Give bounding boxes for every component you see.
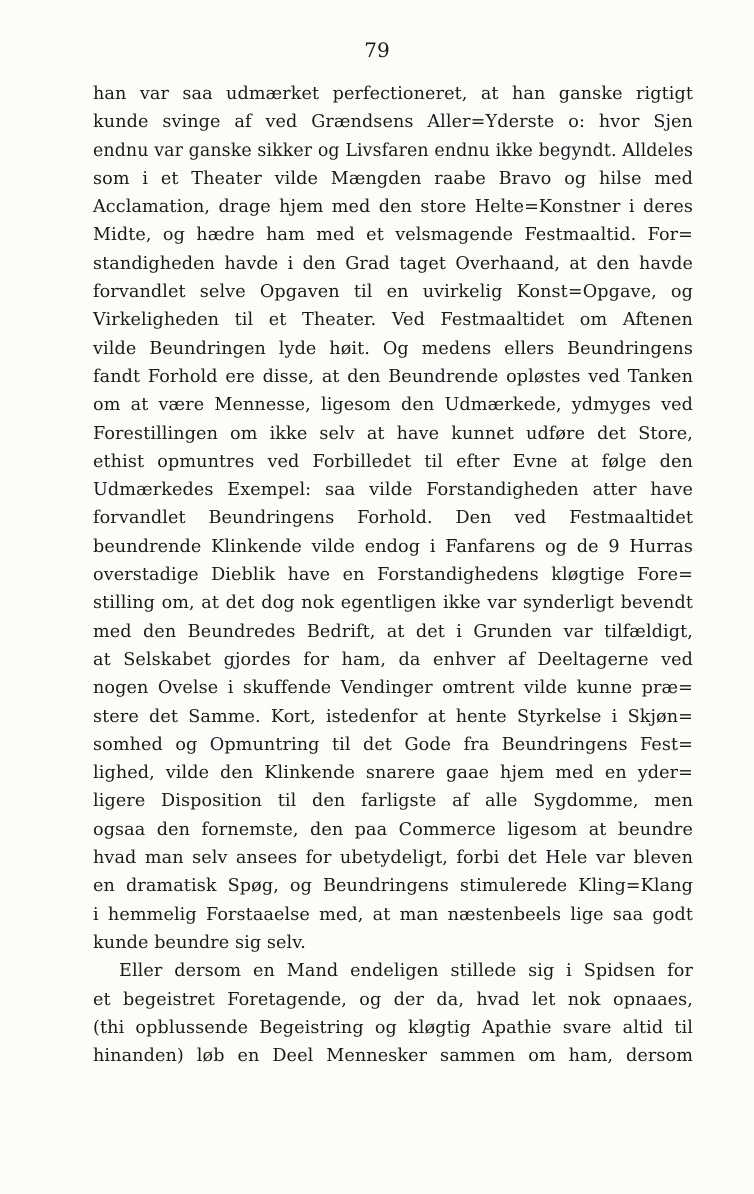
text-line: Acclamation, drage hjem med den store Helte=Konstner i deres bbox=[93, 197, 693, 218]
text-line: om at være Mennesse, ligesom den Udmærkede, ydmyges ved bbox=[93, 395, 693, 416]
text-line: beundrende Klinkende vilde endog i Fanfarens og de 9 Hurras bbox=[93, 536, 693, 557]
text-line: ethist opmuntres ved Forbilledet til efter Evne at følge den bbox=[93, 451, 693, 472]
text-line: stere det Samme. Kort, istedenfor at hente Styrkelse i Skjøn= bbox=[93, 706, 693, 727]
text-line: en dramatisk Spøg, og Beundringens stimulerede Kling=Klang bbox=[93, 876, 693, 897]
text-line: overstadige Dieblik have en Forstandighedens kløgtige Fore= bbox=[93, 565, 693, 586]
text-line: kunde svinge af ved Grændsens Aller=Yderste o: hvor Sjen bbox=[93, 112, 693, 133]
text-line: forvandlet selve Opgaven til en uvirkelig Konst=Opgave, og bbox=[93, 282, 693, 303]
text-line: at Selskabet gjordes for ham, da enhver af Deeltagerne ved bbox=[93, 649, 693, 670]
text-line: ligere Disposition til den farligste af alle Sygdomme, men bbox=[93, 791, 693, 812]
text-line: hvad man selv ansees for ubetydeligt, forbi det Hele var bleven bbox=[93, 848, 693, 869]
text-line: et begeistret Foretagende, og der da, hvad let nok opnaaes, bbox=[93, 989, 693, 1010]
text-line: Midte, og hædre ham med et velsmagende Festmaaltid. For= bbox=[93, 225, 693, 246]
text-line: forvandlet Beundringens Forhold. Den ved Festmaaltidet bbox=[93, 508, 693, 529]
text-line: (thi opblussende Begeistring og kløgtig Apathie svare altid til bbox=[93, 1017, 693, 1038]
text-line: Virkeligheden til et Theater. Ved Festmaaltidet om Aftenen bbox=[93, 310, 693, 331]
text-line: i hemmelig Forstaaelse med, at man næstenbeels lige saa godt bbox=[93, 904, 693, 925]
text-line: hinanden) løb en Deel Mennesker sammen om ham, dersom bbox=[93, 1046, 693, 1067]
text-line: kunde beundre sig selv. bbox=[93, 932, 306, 953]
text-line: vilde Beundringen lyde høit. Og medens ellers Beundringens bbox=[93, 338, 693, 359]
text-line: fandt Forhold ere disse, at den Beundrende opløstes ved Tanken bbox=[93, 366, 693, 387]
text-line: Udmærkedes Exempel: saa vilde Forstandigheden atter have bbox=[93, 480, 693, 501]
page-body-text bbox=[93, 80, 693, 1070]
text-line: han var saa udmærket perfectioneret, at han ganske rigtigt bbox=[93, 84, 693, 104]
page-number: 79 bbox=[364, 38, 390, 62]
text-line: standigheden havde i den Grad taget Overhaand, at den havde bbox=[93, 253, 693, 274]
text-line: lighed, vilde den Klinkende snarere gaae hjem med en yder= bbox=[93, 763, 693, 784]
text-line: Eller dersom en Mand endeligen stillede sig i Spidsen for bbox=[119, 961, 693, 982]
text-line: Forestillingen om ikke selv at have kunnet udføre det Store, bbox=[93, 423, 693, 444]
text-line: stilling om, at det dog nok egentligen ikke var synderligt bevendt bbox=[93, 593, 693, 614]
text-line: som i et Theater vilde Mængden raabe Bravo og hilse med bbox=[93, 168, 693, 189]
text-line: somhed og Opmuntring til det Gode fra Beundringens Fest= bbox=[93, 734, 693, 755]
text-line: nogen Ovelse i skuffende Vendinger omtrent vilde kunne præ= bbox=[93, 678, 693, 699]
text-line: endnu var ganske sikker og Livsfaren endnu ikke begyndt. Alldeles bbox=[93, 140, 693, 161]
text-line: med den Beundredes Bedrift, at det i Grunden var tilfældigt, bbox=[93, 621, 693, 642]
text-line: ogsaa den fornemste, den paa Commerce ligesom at beundre bbox=[93, 819, 693, 840]
